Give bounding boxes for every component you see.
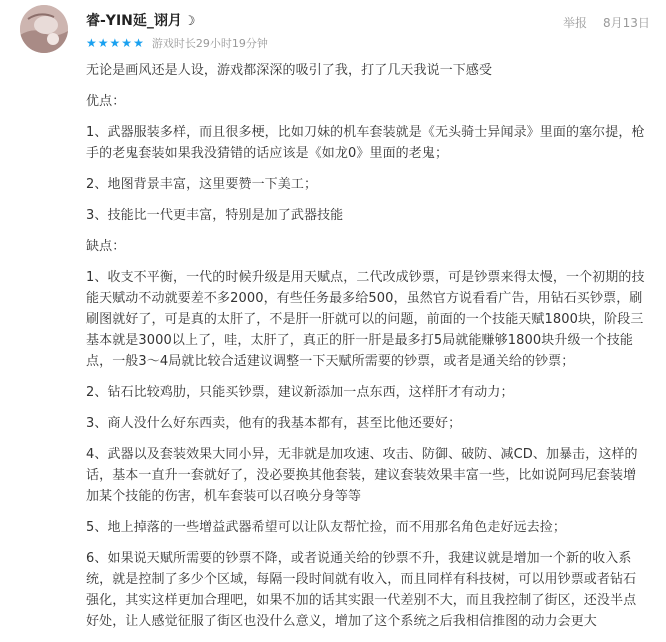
star-icon: ★ — [133, 36, 144, 50]
star-icon: ★ — [97, 36, 109, 50]
report-link[interactable]: 举报 — [563, 16, 588, 30]
playtime-text: 游戏时长29小时19分钟 — [151, 37, 268, 50]
star-icon: ★ — [121, 36, 133, 50]
review-body — [86, 60, 646, 642]
moon-icon: ☽ — [183, 14, 196, 29]
star-rating — [86, 36, 144, 50]
pros-item: 1、武器服装多样，而且很多梗，比如刀妹的机车套装就是《无头骑士异闻录》里面的塞尔提，枪手的老鬼套装如果我没猜错的话应该是《如龙0》里面的老鬼； — [86, 125, 645, 161]
cons-item: 1、收支不平衡，一代的时候升级是用天赋点，二代改成钞票，可是钞票来得太慢，一个初期的技能天赋动不动就要差不多2000，有些任务最多给500，虽然官方说看看广告，用钻石买钞票，刷刷图就好了，可是真的太肝了，不是肝一肝就可以的问题，前面的一个技能天赋1800块，阶段三基本就是3000以上了，哇，太肝了，真正的肝一肝是最多打5局就能赚够1800块升级一个技能点，一般3～4局就比较合适建议调整一下天赋所需要的钞票，或者是通关给的钞票； — [86, 270, 645, 369]
rating-row — [86, 35, 268, 51]
post-date: 8月13日 — [603, 16, 650, 30]
pros-item: 2、地图背景丰富，这里要赞一下美工； — [86, 177, 318, 192]
cons-item: 6、如果说天赋所需要的钞票不降，或者说通关给的钞票不升，我建议就是增加一个新的收入系统，就是控制了多少个区域，每隔一段时间就有收入，而且同样有科技树，可以用钞票或者钻石强化，其实这样更加合理吧，如果不加的话其实跟一代差别不大，而且我控制了街区，还没半点好处，让人感觉征服了街区也没什么意义，增加了这个系统之后我相信推图的动力会更大 — [86, 551, 637, 629]
pros-heading: 优点： — [86, 94, 126, 109]
cons-item: 3、商人没什么好东西卖，他有的我基本都有，甚至比他还要好； — [86, 416, 462, 431]
cons-item: 5、地上掉落的一些增益武器希望可以让队友帮忙捡，而不用那名角色走好远去捡； — [86, 520, 566, 535]
username-text[interactable]: 睿-YIN延_诩月 — [86, 13, 182, 29]
cons-item: 4、武器以及套装效果大同小异，无非就是加攻速、攻击、防御、破防、减CD、加暴击，这样的话，基本一直升一套就好了，没必要换其他套装，建议套装效果丰富一些，比如说阿玛尼套装增加某个技能的伤害，机车套装可以召唤分身等等 — [86, 447, 638, 504]
star-icon: ★ — [86, 36, 97, 50]
cons-item: 2、钻石比较鸡肋，只能买钞票，建议新添加一点东西，这样肝才有动力； — [86, 385, 514, 400]
star-icon: ★ — [109, 36, 121, 50]
username[interactable] — [86, 10, 196, 30]
cons-heading: 缺点： — [86, 239, 126, 254]
avatar[interactable] — [20, 5, 68, 53]
review-intro: 无论是画风还是人设，游戏都深深的吸引了我，打了几天我说一下感受 — [86, 63, 493, 78]
pros-item: 3、技能比一代更丰富，特别是加了武器技能 — [86, 208, 344, 223]
